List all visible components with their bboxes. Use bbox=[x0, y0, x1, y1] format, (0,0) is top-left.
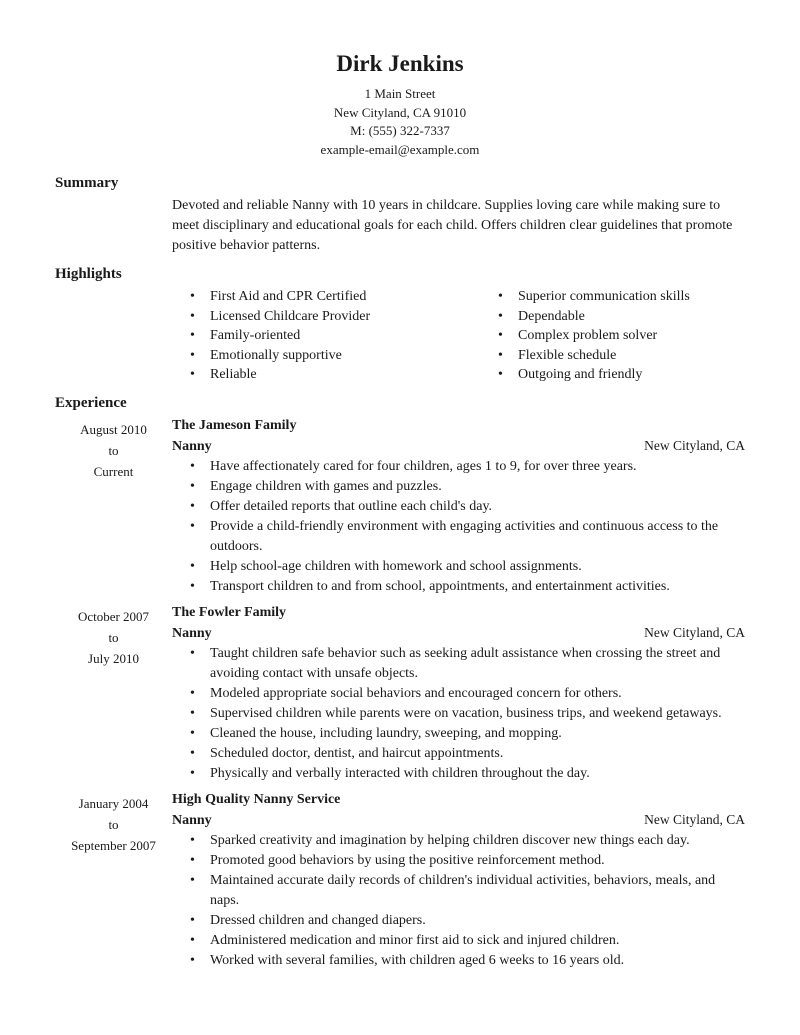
date-separator: to bbox=[108, 816, 119, 832]
bullet-icon bbox=[498, 346, 503, 366]
list-item bbox=[172, 684, 745, 704]
date-start: October 2007 bbox=[77, 608, 150, 624]
bullet-text: Supervised children while parents were on vacation, business trips, and weekend getaways. bbox=[210, 705, 722, 721]
job-location: New Cityland, CA bbox=[644, 811, 745, 827]
bullet-icon bbox=[190, 704, 195, 724]
bullet-text: Provide a child-friendly environment with engaging activities and continuous access to the outdoors. bbox=[210, 518, 719, 554]
list-item bbox=[172, 911, 745, 931]
address-line-2: New Cityland, CA 91010 bbox=[333, 104, 467, 120]
list-item bbox=[172, 326, 480, 346]
date-end: July 2010 bbox=[88, 650, 139, 666]
bullet-text: Superior communication skills bbox=[518, 289, 690, 304]
bullet-icon bbox=[190, 557, 195, 577]
list-item bbox=[172, 871, 745, 911]
list-item bbox=[172, 744, 745, 764]
bullet-icon bbox=[190, 744, 195, 764]
section-experience bbox=[55, 394, 745, 971]
bullet-text: First Aid and CPR Certified bbox=[210, 289, 367, 304]
bullet-icon bbox=[190, 497, 195, 517]
bullet-icon bbox=[498, 287, 503, 307]
company-name: The Jameson Family bbox=[172, 417, 297, 433]
person-name: Dirk Jenkins bbox=[336, 51, 464, 76]
job-location: New Cityland, CA bbox=[644, 624, 745, 640]
bullet-icon bbox=[190, 517, 195, 537]
list-item bbox=[172, 457, 745, 477]
list-item bbox=[480, 365, 745, 385]
bullet-icon bbox=[190, 457, 195, 477]
list-item bbox=[172, 704, 745, 724]
bullet-text: Administered medication and minor first aid to sick and injured children. bbox=[210, 932, 620, 948]
bullet-icon bbox=[498, 365, 503, 385]
bullet-icon bbox=[190, 326, 195, 346]
job-bullets bbox=[172, 644, 745, 784]
job-bullets bbox=[172, 457, 745, 597]
list-item bbox=[172, 307, 480, 327]
date-start: August 2010 bbox=[80, 421, 147, 437]
list-item bbox=[172, 517, 745, 557]
bullet-icon bbox=[190, 365, 195, 385]
job-dates bbox=[55, 790, 172, 971]
job-entry bbox=[55, 603, 745, 784]
bullet-icon bbox=[190, 831, 195, 851]
list-item bbox=[172, 951, 745, 971]
bullet-icon bbox=[190, 911, 195, 931]
bullet-text: Sparked creativity and imagination by helping children discover new things each day. bbox=[210, 832, 690, 848]
bullet-text: Family-oriented bbox=[210, 328, 301, 344]
address-line-1: 1 Main Street bbox=[364, 86, 436, 101]
list-item bbox=[172, 365, 480, 385]
bullet-text: Outgoing and friendly bbox=[518, 367, 643, 383]
list-item bbox=[172, 724, 745, 744]
list-item bbox=[172, 477, 745, 497]
bullet-icon bbox=[190, 684, 195, 704]
bullet-text: Modeled appropriate social behaviors and encouraged concern for others. bbox=[210, 685, 622, 701]
bullet-text: Maintained accurate daily records of children's individual activities, behaviors, meals, and naps. bbox=[210, 872, 716, 908]
company-name: High Quality Nanny Service bbox=[172, 791, 341, 807]
job-title: Nanny bbox=[172, 812, 212, 828]
bullet-icon bbox=[190, 851, 195, 871]
bullet-icon bbox=[190, 477, 195, 497]
job-entry bbox=[55, 416, 745, 597]
bullet-text: Dressed children and changed diapers. bbox=[210, 912, 426, 928]
list-item bbox=[172, 764, 745, 784]
bullet-icon bbox=[190, 307, 195, 327]
bullet-text: Cleaned the house, including laundry, sweeping, and mopping. bbox=[210, 725, 562, 741]
list-item bbox=[172, 497, 745, 517]
list-item bbox=[172, 346, 480, 366]
bullet-text: Transport children to and from school, appointments, and entertainment activities. bbox=[210, 578, 670, 594]
bullet-icon bbox=[190, 724, 195, 744]
bullet-icon bbox=[190, 931, 195, 951]
email-line: example-email@example.com bbox=[320, 141, 480, 157]
bullet-text: Licensed Childcare Provider bbox=[210, 308, 371, 324]
bullet-icon bbox=[498, 307, 503, 327]
list-item bbox=[172, 831, 745, 851]
bullet-icon bbox=[190, 577, 195, 597]
bullet-icon bbox=[190, 644, 195, 664]
date-separator: to bbox=[108, 629, 119, 645]
bullet-icon bbox=[190, 871, 195, 891]
date-end: Current bbox=[93, 463, 134, 479]
bullet-text: Complex problem solver bbox=[518, 328, 658, 344]
list-item bbox=[480, 326, 745, 346]
list-item bbox=[480, 287, 745, 307]
date-separator: to bbox=[108, 442, 119, 458]
bullet-text: Dependable bbox=[518, 308, 585, 324]
date-start: January 2004 bbox=[78, 795, 149, 811]
list-item bbox=[172, 577, 745, 597]
summary-section-label: Summary bbox=[55, 175, 119, 191]
bullet-icon bbox=[190, 951, 195, 971]
bullet-text: Reliable bbox=[210, 367, 257, 383]
company-name: The Fowler Family bbox=[172, 604, 287, 620]
bullet-text: Worked with several families, with children aged 6 weeks to 16 years old. bbox=[210, 952, 625, 968]
bullet-text: Offer detailed reports that outline each child's day. bbox=[210, 498, 493, 514]
job-title: Nanny bbox=[172, 625, 212, 641]
bullet-icon bbox=[190, 287, 195, 307]
bullet-text: Taught children safe behavior such as seeking adult assistance when crossing the street and avoiding contact with unsafe objects. bbox=[210, 645, 721, 681]
list-item bbox=[480, 346, 745, 366]
bullet-icon bbox=[498, 326, 503, 346]
summary-text: Devoted and reliable Nanny with 10 years in childcare. Supplies loving care while making sure to meet disciplinary and educational goals for each child. Offers children clear guidelines that promote positive behavior patterns. bbox=[172, 198, 733, 253]
list-item bbox=[172, 931, 745, 951]
job-title: Nanny bbox=[172, 438, 212, 454]
bullet-icon bbox=[190, 346, 195, 366]
bullet-text: Emotionally supportive bbox=[210, 347, 342, 363]
highlights-list-left bbox=[172, 287, 480, 385]
list-item bbox=[172, 557, 745, 577]
job-dates bbox=[55, 416, 172, 597]
section-highlights bbox=[55, 265, 745, 385]
bullet-icon bbox=[190, 764, 195, 784]
job-dates bbox=[55, 603, 172, 784]
job-bullets bbox=[172, 831, 745, 971]
highlights-section-label: Highlights bbox=[55, 266, 122, 282]
section-summary bbox=[55, 174, 745, 256]
list-item bbox=[172, 287, 480, 307]
bullet-text: Help school-age children with homework and school assignments. bbox=[210, 558, 582, 574]
bullet-text: Flexible schedule bbox=[518, 347, 617, 363]
resume-header bbox=[55, 50, 745, 159]
list-item bbox=[172, 644, 745, 684]
date-end: September 2007 bbox=[71, 837, 156, 853]
bullet-text: Scheduled doctor, dentist, and haircut appointments. bbox=[210, 745, 504, 761]
bullet-text: Physically and verbally interacted with children throughout the day. bbox=[210, 765, 590, 781]
bullet-text: Promoted good behaviors by using the positive reinforcement method. bbox=[210, 852, 605, 868]
bullet-text: Engage children with games and puzzles. bbox=[210, 478, 442, 494]
experience-section-label: Experience bbox=[55, 394, 127, 411]
list-item bbox=[480, 307, 745, 327]
job-location: New Cityland, CA bbox=[644, 437, 745, 453]
bullet-text: Have affectionately cared for four children, ages 1 to 9, for over three years. bbox=[210, 458, 637, 474]
highlights-list-right bbox=[480, 287, 745, 385]
job-entry bbox=[55, 790, 745, 971]
list-item bbox=[172, 851, 745, 871]
phone-line: M: (555) 322-7337 bbox=[350, 123, 450, 138]
